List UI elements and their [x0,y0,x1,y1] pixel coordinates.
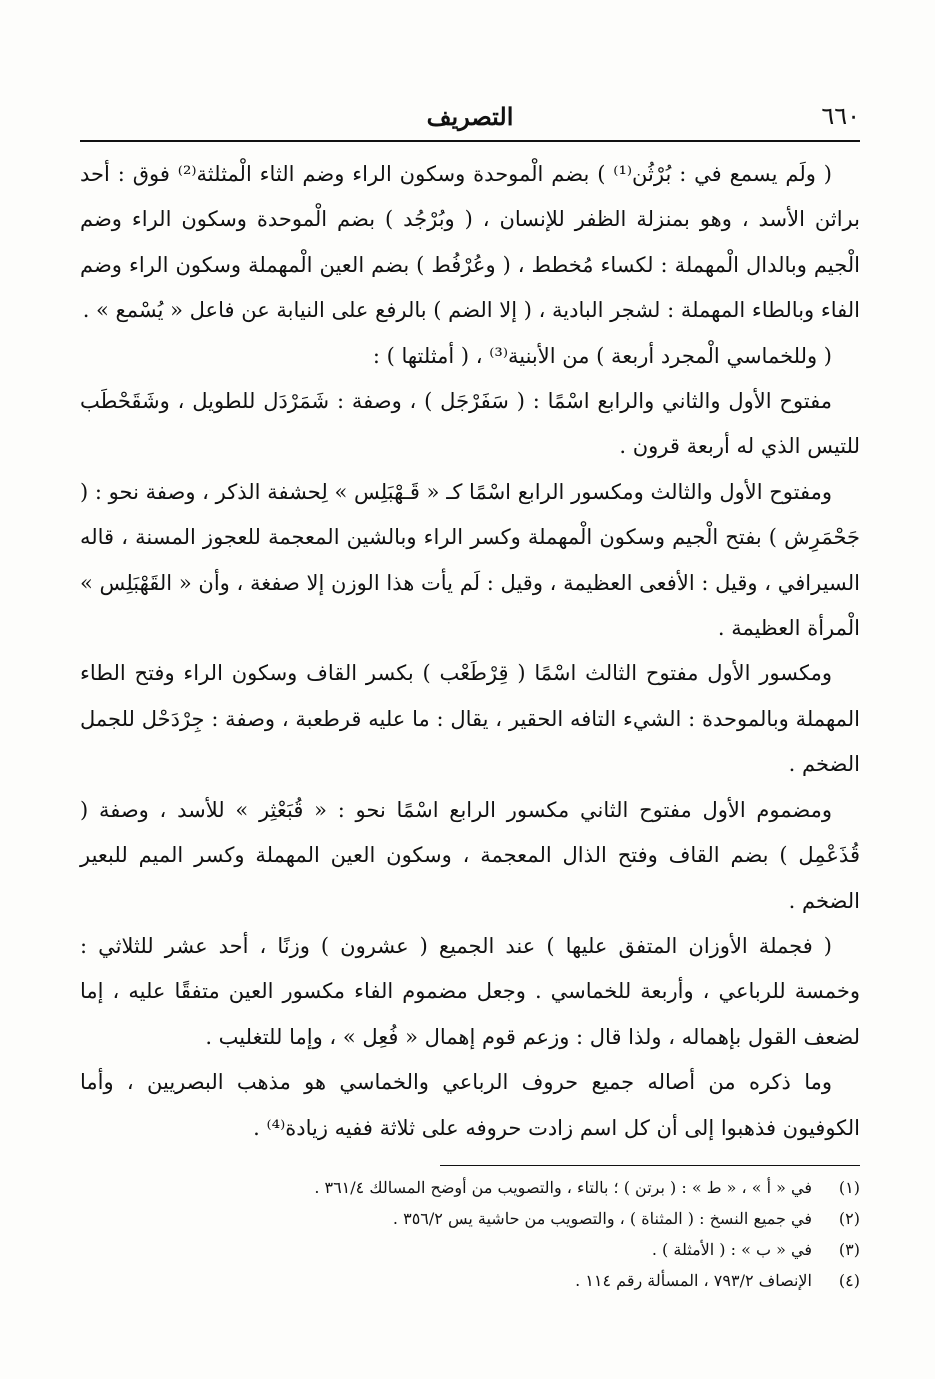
footnote-text: في جميع النسخ : ( المثناة ) ، والتصويب من حاشية يس ٣٥٦/٢ . [392,1208,812,1228]
footnotes [80,1172,860,1296]
page-header [80,100,860,142]
paragraph: ( فجملة الأوزان المتفق عليها ) عند الجميع ( عشرون ) وزنًا ، أحد عشر للثلاثي : وخمسة للرباعي ، وأربعة للخماسي . وجعل مضموم الفاء مكسور العين متفقًا عليه ، إما لضعف القول بإهماله ، ولذا قال : وزعم قوم إهمال « فُعِل » ، وإما للتغليب . [80,933,860,1049]
paragraph: وما ذكره من أصاله جميع حروف الرباعي والخماسي هو مذهب البصريين ، وأما الكوفيون فذهبوا إلى أن كل اسم زادت حروفه على ثلاثة ففيه زيادة⁽⁴⁾ . [80,1070,860,1140]
footnote-text: في « ب » : ( الأمثلة ) . [651,1239,812,1259]
footnote-text: الإنصاف ٧٩٣/٢ ، المسألة رقم ١١٤ . [575,1270,812,1290]
paragraph: ( وللخماسي الْمجرد أربعة ) من الأبنية⁽³⁾ ، ( أمثلتها ) : [372,343,832,368]
running-title: التصريف [426,102,514,131]
footnote-number: (٢) [838,1208,860,1228]
paragraph: ومفتوح الأول والثالث ومكسور الرابع اسْمًا كـ « قَـهْبَلِس » لِحشفة الذكر ، وصفة نحو : ( جَحْمَرِش ) بفتح الْجيم وسكون الْمهملة وكسر الراء وبالشين المعجمة للعجوز المسنة ، قاله السيرافي ، وقيل : الأفعى العظيمة ، وقيل : لَم يأت هذا الوزن إلا صفغة ، وأن « القَهْبَلِس » الْمرأة العظيمة . [80,479,860,641]
footnote-number: (١) [838,1177,860,1197]
footnote-number: (٣) [838,1239,860,1259]
footnote-number: (٤) [838,1270,860,1290]
paragraph: ومضموم الأول مفتوح الثاني مكسور الرابع اسْمًا نحو : « قُبَعْثِر » للأسد ، وصفة ( قُذَعْمِل ) بضم القاف وفتح الذال المعجمة ، وسكون العين المهملة وكسر الميم للبعير الضخم . [80,797,860,913]
page-number: ٦٦٠ [821,102,860,130]
footnote-divider [440,1165,860,1166]
main-text [80,152,860,1151]
footnote [80,1203,860,1234]
paragraph: ومكسور الأول مفتوح الثالث اسْمًا ( قِرْطَعْب ) بكسر القاف وسكون الراء وفتح الطاء المهملة وبالموحدة : الشيء التافه الحقير ، يقال : ما عليه قرطعبة ، وصفة : جِرْدَحْل للجمل الضخم . [80,661,860,777]
footnote [80,1234,860,1265]
footnote-text: في « أ » ، « ط » : ( برتن ) ؛ بالتاء ، والتصويب من أوضح المسالك ٣٦١/٤ . [314,1177,812,1197]
footnote [80,1172,860,1203]
document-page [80,100,860,1296]
footnote [80,1265,860,1296]
paragraph: ( ولَم يسمع في : بُرْثُن⁽¹⁾ ) بضم الْموحدة وسكون الراء وضم الثاء الْمثلثة⁽²⁾ فوق : أحد براثن الأسد ، وهو بمنزلة الظفر للإنسان ، ( وبُرْجُد ) بضم الْموحدة وسكون الراء وضم الْجيم وبالدال الْمهملة : لكساء مُخطط ، ( وعُرْفُط ) بضم العين الْمهملة وسكون الراء وضم الفاء وبالطاء المهملة : لشجر البادية ، ( إلا الضم ) بالرفع على النيابة عن فاعل « يُسْمع » . [80,162,860,323]
paragraph: مفتوح الأول والثاني والرابع اسْمًا : ( سَفَرْجَل ) ، وصفة : شَمَرْدَل للطويل ، وشَقَحْطَب للتيس الذي له أربعة قرون . [80,389,860,459]
